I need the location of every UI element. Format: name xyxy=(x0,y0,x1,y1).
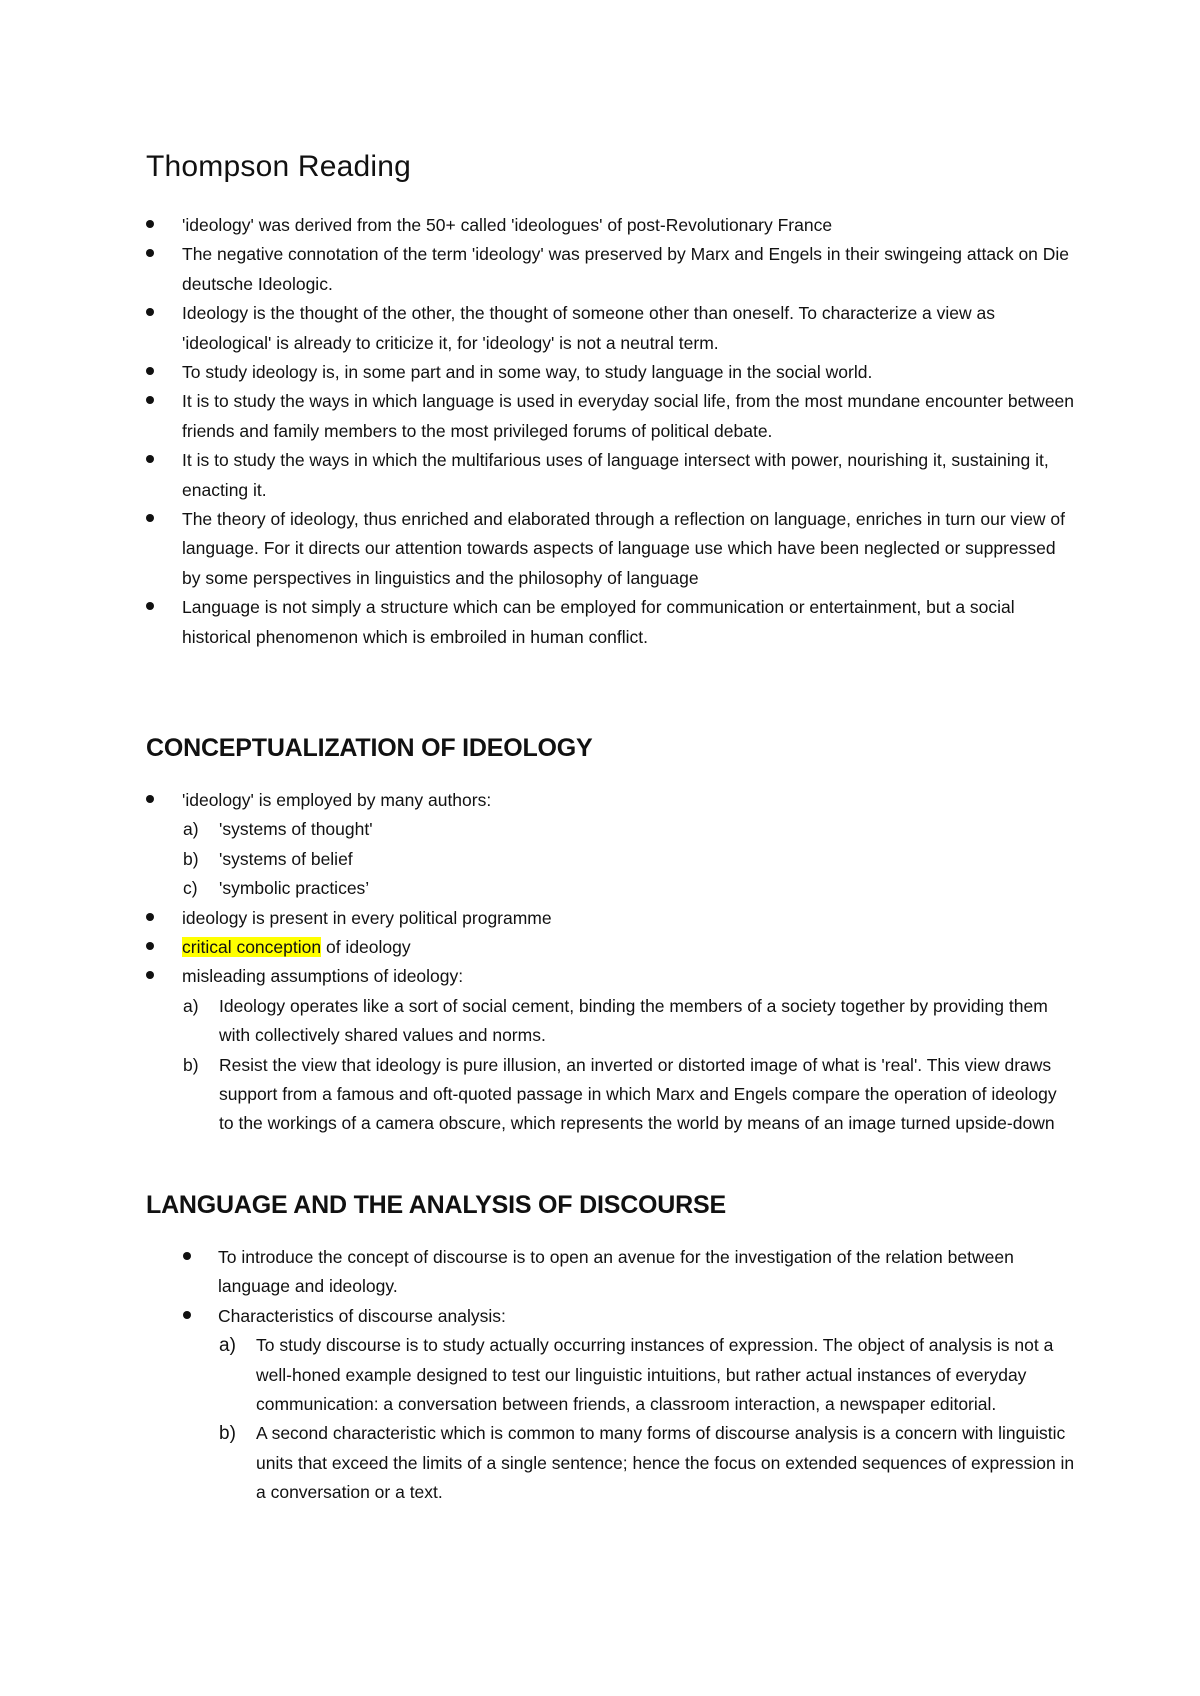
sub-list-item xyxy=(146,992,1076,1051)
discourse-bullet-list xyxy=(183,1243,1076,1508)
highlighted-text: critical conception xyxy=(182,937,322,958)
bullet-dot-icon xyxy=(146,220,154,228)
list-item-text: of ideology xyxy=(321,937,411,958)
sub-list-marker: a) xyxy=(183,819,199,840)
bullet-dot-icon xyxy=(146,249,154,257)
intro-bullet-list xyxy=(146,211,1076,652)
list-item-text: Characteristics of discourse analysis: xyxy=(218,1305,506,1326)
list-item xyxy=(146,358,1076,387)
sub-list-text: 'systems of belief xyxy=(219,848,353,869)
list-item xyxy=(183,1243,1076,1302)
sub-list-marker: b) xyxy=(219,1423,236,1445)
bullet-dot-icon xyxy=(146,308,154,316)
list-item xyxy=(146,593,1076,652)
list-item xyxy=(146,786,1076,904)
bullet-dot-icon xyxy=(146,602,154,610)
list-item-text: It is to study the ways in which the multifarious uses of language intersect with power, nourishing it, sustaining it, enacting it. xyxy=(182,450,1049,500)
bullet-dot-icon xyxy=(146,514,154,522)
sub-list-item xyxy=(146,1051,1076,1139)
sub-list-item xyxy=(183,1331,1076,1419)
sub-list-text: 'symbolic practices’ xyxy=(219,878,370,899)
list-item-text: The theory of ideology, thus enriched and elaborated through a reflection on language, enriches in turn our view of language. For it directs our attention towards aspects of language use which have been neglected or suppressed by some perspectives in linguistics and the philosophy of language xyxy=(182,509,1066,588)
document-title: Thompson Reading xyxy=(146,150,412,183)
sub-list-text: 'systems of thought' xyxy=(219,819,373,840)
sub-list-text: A second characteristic which is common to many forms of discourse analysis is a concern with linguistic units that exceed the limits of a single sentence; hence the focus on extended sequences of expression in a conversation or a text. xyxy=(256,1423,1075,1503)
list-item-text: Language is not simply a structure which can be employed for communication or entertainment, but a social historical phenomenon which is embroiled in human conflict. xyxy=(182,597,1015,647)
bullet-dot-icon xyxy=(146,367,154,375)
bullet-dot-icon xyxy=(146,913,154,921)
list-item-text: The negative connotation of the term 'ideology' was preserved by Marx and Engels in their swingeing attack on Die deutsche Ideologic. xyxy=(182,244,1070,294)
sub-list-item xyxy=(146,874,1076,903)
bullet-dot-icon xyxy=(146,971,154,979)
list-item xyxy=(183,1302,1076,1508)
bullet-dot-icon xyxy=(146,795,154,803)
section-heading-discourse: LANGUAGE AND THE ANALYSIS OF DISCOURSE xyxy=(146,1191,726,1219)
sub-list-item xyxy=(183,1419,1076,1507)
sub-list-item xyxy=(146,815,1076,844)
list-item-text: It is to study the ways in which language is used in everyday social life, from the most mundane encounter between friends and family members to the most privileged forums of political debate. xyxy=(182,391,1075,441)
sub-list xyxy=(146,815,1076,903)
list-item xyxy=(146,240,1076,299)
list-item-text: misleading assumptions of ideology: xyxy=(182,966,464,987)
list-item-text: Ideology is the thought of the other, the thought of someone other than oneself. To characterize a view as 'ideological' is already to criticize it, for 'ideology' is not a neutral term. xyxy=(182,303,995,353)
sub-list-marker: a) xyxy=(219,1335,236,1357)
bullet-dot-icon xyxy=(146,455,154,463)
list-item-text: To introduce the concept of discourse is to open an avenue for the investigation of the relation between language and ideology. xyxy=(218,1247,1014,1297)
list-item xyxy=(146,962,1076,1138)
list-item xyxy=(146,211,1076,240)
list-item xyxy=(146,387,1076,446)
list-item-text: To study ideology is, in some part and in some way, to study language in the social world. xyxy=(182,362,873,383)
sub-list-item xyxy=(146,845,1076,874)
sub-list-text: Resist the view that ideology is pure illusion, an inverted or distorted image of what is 'real'. This view draws support from a famous and oft-quoted passage in which Marx and Engels compare the operation of ideology to the workings of a camera obscure, which represents the world by means of an image turned upside-down xyxy=(219,1054,1057,1134)
list-item xyxy=(146,505,1076,593)
list-item xyxy=(146,904,1076,933)
sub-list-marker: b) xyxy=(183,848,199,869)
conceptualization-bullet-list xyxy=(146,786,1076,1139)
list-item-text: ideology is present in every political programme xyxy=(182,907,552,928)
section-heading-conceptualization: CONCEPTUALIZATION OF IDEOLOGY xyxy=(146,734,593,762)
bullet-dot-icon xyxy=(183,1252,191,1260)
list-item-text: 'ideology' is employed by many authors: xyxy=(182,790,492,810)
bullet-dot-icon xyxy=(146,942,154,950)
list-item xyxy=(146,299,1076,358)
sub-list-marker: a) xyxy=(183,995,199,1016)
sub-list-marker: b) xyxy=(183,1054,199,1075)
list-item-text: 'ideology' was derived from the 50+ called 'ideologues' of post-Revolutionary France xyxy=(182,215,833,235)
bullet-dot-icon xyxy=(146,396,154,404)
sub-list xyxy=(183,1331,1076,1507)
sub-list-marker: c) xyxy=(183,878,198,899)
sub-list-text: To study discourse is to study actually occurring instances of expression. The object of analysis is not a well-honed example designed to test our linguistic intuitions, but rather actual instances of everyday communication: a conversation between friends, a classroom interaction, a newspaper editorial. xyxy=(256,1335,1054,1415)
list-item xyxy=(146,933,1076,962)
sub-list-text: Ideology operates like a sort of social cement, binding the members of a society together by providing them with collectively shared values and norms. xyxy=(219,995,1048,1046)
list-item xyxy=(146,446,1076,505)
sub-list xyxy=(146,992,1076,1139)
bullet-dot-icon xyxy=(183,1311,191,1319)
